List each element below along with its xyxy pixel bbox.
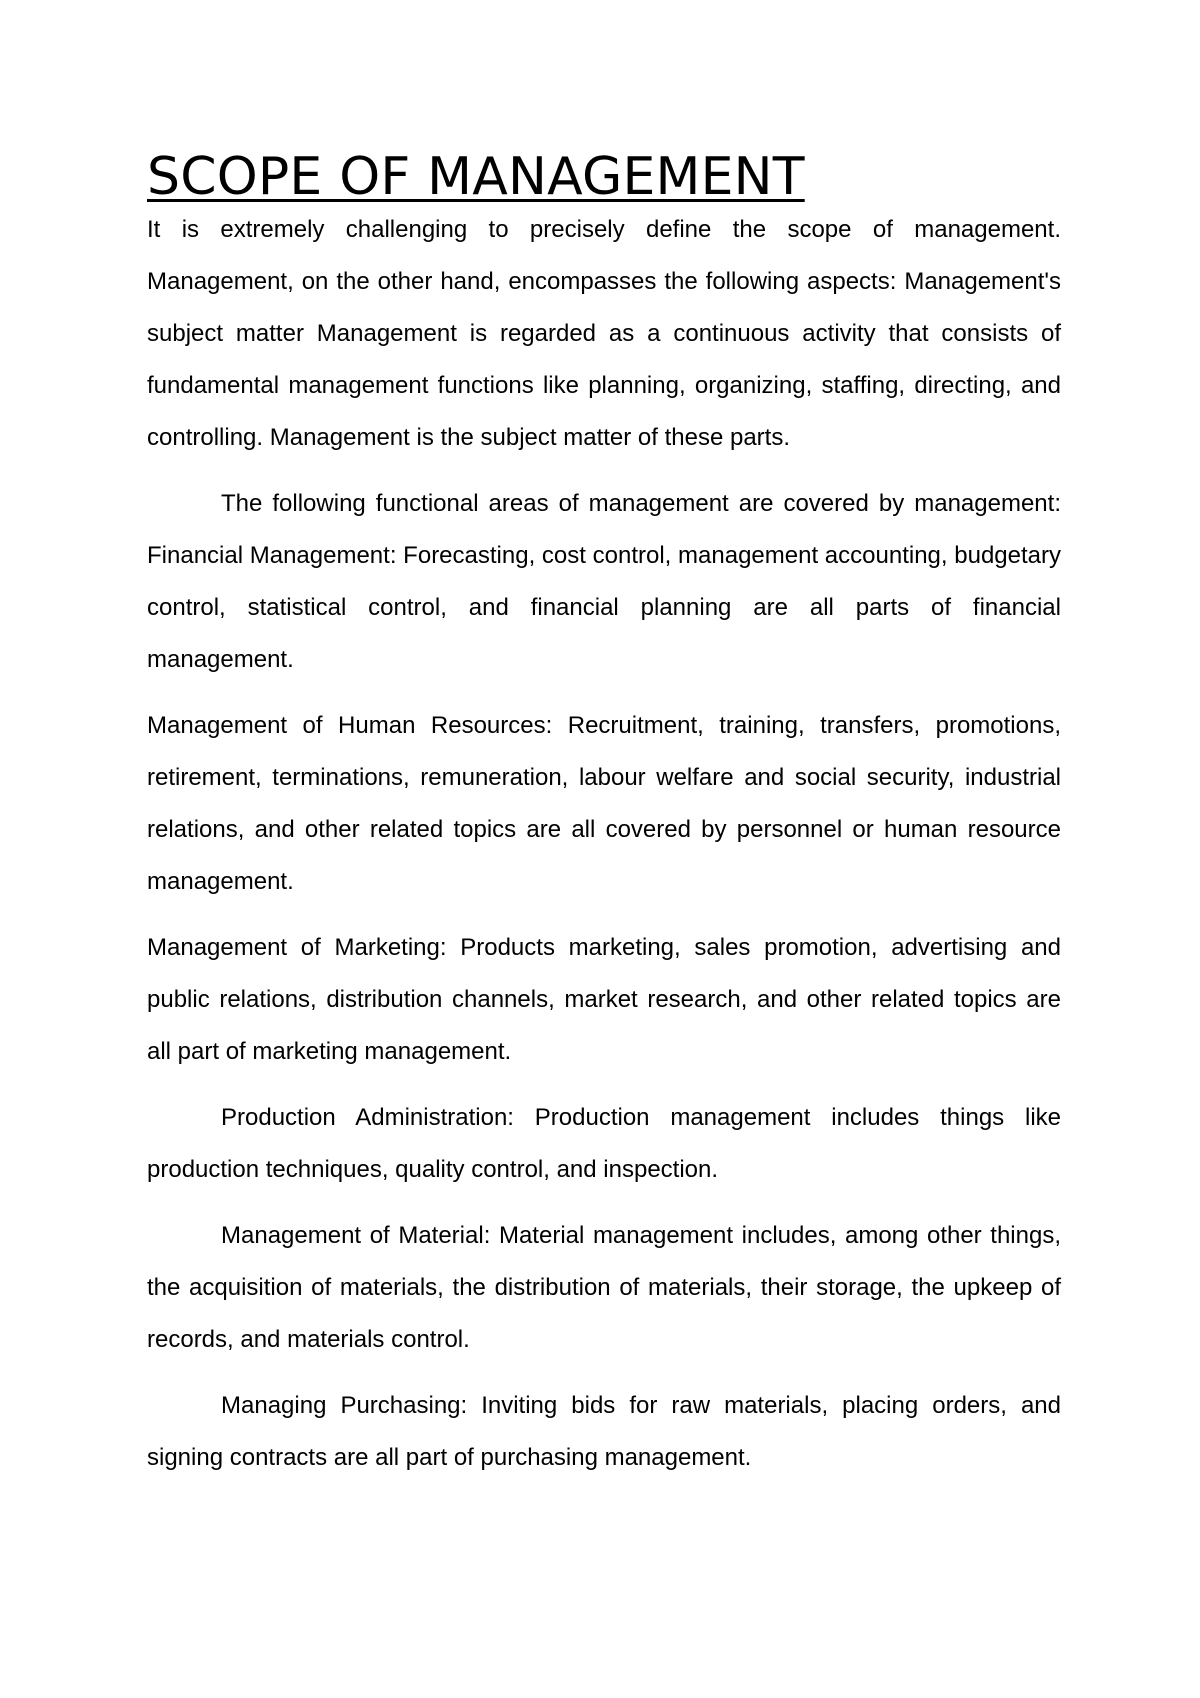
paragraph-purchasing: Managing Purchasing: Inviting bids for raw materials, placing orders, and signing contracts are all part of purchasing management.: [147, 1392, 1061, 1471]
paragraph-intro: It is extremely challenging to precisely define the scope of management. Management, on the other hand, encompasses the following aspects: Management's subject matter Management is regarded as a continuous activity that consists of fundamental management functions like planning, organizing, staffing, directing, and controlling. Management is the subject matter of these parts.: [147, 216, 1061, 451]
paragraph-financial-management: The following functional areas of management are covered by management: Financial Management: Forecasting, cost control, management accounting, budgetary control, statistical control, and financial planning are all parts of financial management.: [147, 490, 1061, 673]
document-body: [147, 146, 1061, 1484]
page-title: SCOPE OF MANAGEMENT: [147, 147, 805, 207]
paragraph-marketing: Management of Marketing: Products marketing, sales promotion, advertising and public relations, distribution channels, market research, and other related topics are all part of marketing management.: [147, 934, 1061, 1065]
paragraph-human-resources: Management of Human Resources: Recruitment, training, transfers, promotions, retirement, terminations, remuneration, labour welfare and social security, industrial relations, and other related topics are all covered by personnel or human resource management.: [147, 712, 1061, 895]
paragraph-production: Production Administration: Production management includes things like production techniques, quality control, and inspection.: [147, 1104, 1061, 1183]
paragraph-material: Management of Material: Material management includes, among other things, the acquisition of materials, the distribution of materials, their storage, the upkeep of records, and materials control.: [147, 1222, 1061, 1353]
